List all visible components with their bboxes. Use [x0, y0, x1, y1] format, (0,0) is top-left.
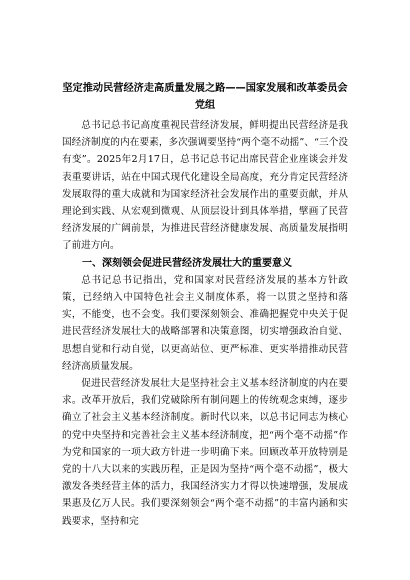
section-paragraph-1: 总书记总书记指出，党和国家对民营经济发展的基本方针政策，已经纳入中国特色社会主义制度体系，将一以贯之坚持和落实，不能变，也不会变。我们要深刻领会、准确把握党中央关于促进民营经济发展壮大的战略部署和决策意图，切实增强政治自觉、思想自觉和行动自觉，以更高站位、更严标准、更实举措推动民营经济高质量发展。	[62, 274, 348, 372]
intro-paragraph: 总书记总书记高度重视民营经济发展，鲜明提出民营经济是我国经济制度的内在要素，多次强调要坚持“两个毫不动摇”、“三个没有变”。2025年2月17日，总书记总书记出席民营企业座谈会并发表重要讲话，站在中国式现代化建设全局高度，充分肯定民营经济发展取得的重大成就和为国家经济社会发展作出的重要贡献，并从理论到实践、从宏观到微观、从顶层设计到具体举措，擘画了民营经济发展的广阔前景，为推进民营经济健康发展、高质量发展指明了前进方向。	[62, 120, 348, 252]
document-title: 坚定推动民营经济走高质量发展之路——国家发展和改革委员会党组	[62, 83, 348, 111]
section-heading: 一、深刻领会促进民营经济发展壮大的重要意义	[82, 257, 292, 269]
section-paragraph-2: 促进民营经济发展壮大是坚持社会主义基本经济制度的内在要求。改革开放后，我们党破除所有制问题上的传统观念束缚，逐步确立了社会主义基本经济制度。新时代以来，以总书记同志为核心的党中央坚持和完善社会主义基本经济制度，把“两个毫不动摇”作为党和国家的一项大政方针进一步明确下来。回顾改革开放特别是党的十八大以来的实践历程，正是因为坚持“两个毫不动摇”，极大激发各类经营主体的活力，我国经济实力才得以快速增强，发展成果惠及亿万人民。我们要深刻领会“两个毫不动摇”的丰富内涵和实践要求，坚持和完	[62, 378, 348, 527]
